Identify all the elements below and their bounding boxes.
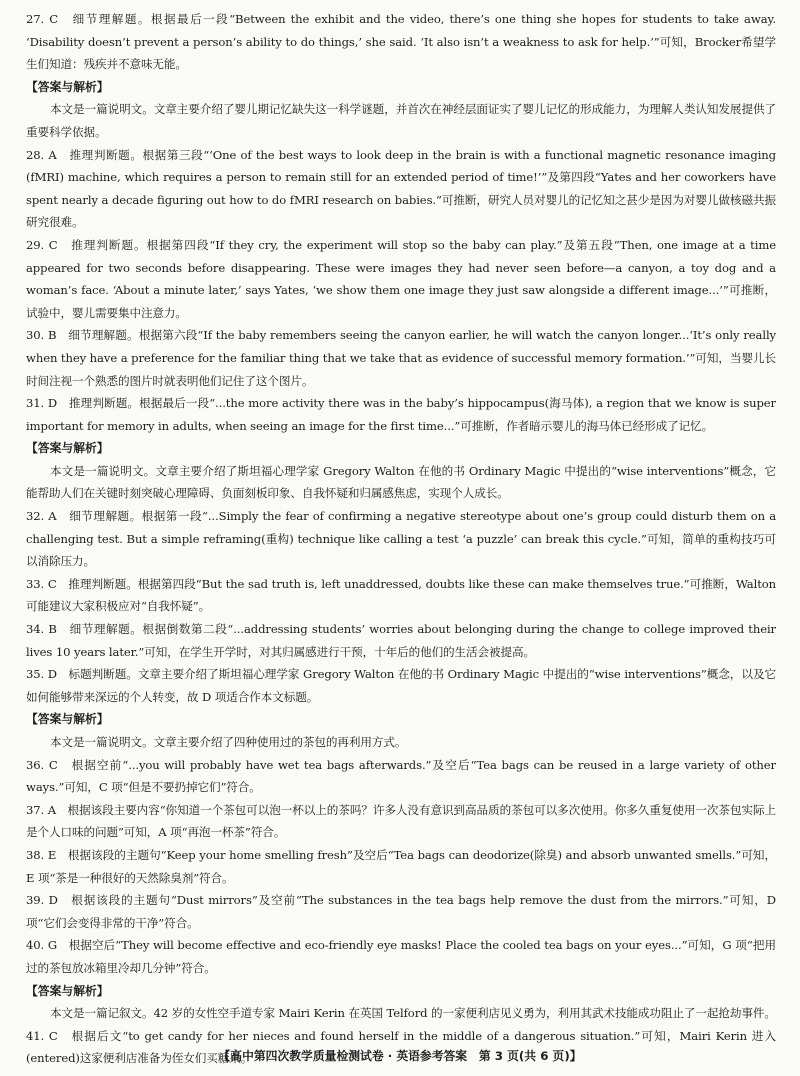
answer-32: 32. A 细节理解题。根据第一段“...Simply the fear of confirming a negative stereotype about one’s group could disturb them on a challenging test. But a simple reframing(重构) technique like calling a test ‘a puzzle’ can break this cycle.”可知，简单的重构技巧可以消除压力。 xyxy=(26,509,776,569)
answer-27: 27. C 细节理解题。根据最后一段“Between the exhibit and the video, there’s one thing she hopes for students to take away. ‘Disability doesn’t prevent a person’s ability to do things,’ she said. ‘It also isn’t a weakness to ask for help.’”可知，Brocker希望学生们知道：残疾并不意味无能。 xyxy=(26,12,776,72)
answer-37: 37. A 根据该段主要内容“你知道一个茶包可以泡一杯以上的茶吗？许多人没有意识到高品质的茶包可以多次使用。你多久重复使用一次茶包实际上是个人口味的问题”可知，A 项“再泡一杯茶”符合。 xyxy=(26,802,776,840)
answer-30: 30. B 细节理解题。根据第六段“If the baby remembers seeing the canyon earlier, he will watch the canyon longer...‘It’s only really when they have a preference for the familiar thing that we take that as evidence of successful memory formation.’”可知，当婴儿长时间注视一个熟悉的图片时就表明他们记住了这个图片。 xyxy=(26,328,776,388)
answer-33: 33. C 推理判断题。根据第四段“But the sad truth is, left unaddressed, doubts like these can make themselves true.”可推断，Walton 可能建议大家积极应对“自我怀疑”。 xyxy=(26,576,776,614)
passage-intro: 本文是一篇说明文。文章主要介绍了婴儿期记忆缺失这一科学谜题，并首次在神经层面证实了婴儿记忆的形成能力，为理解人类认知发展提供了重要科学依据。 xyxy=(26,102,776,139)
answer-38: 38. E 根据该段的主题句“Keep your home smelling fresh”及空后“Tea bags can deodorize(除臭) and absorb unwanted smells.”可知，E 项“茶是一种很好的天然除臭剂”符合。 xyxy=(26,847,776,885)
passage-intro: 本文是一篇记叙文。42 岁的女性空手道专家 Mairi Kerin 在英国 Telford 的一家便利店见义勇为，利用其武术技能成功阻止了一起抢劫事件。 xyxy=(50,1006,776,1021)
answer-36: 36. C 根据空前“...you will probably have wet tea bags afterwards.”及空后“Tea bags can be reused in a large variety of other ways.”可知，C 项“但是不要扔掉它们”符合。 xyxy=(26,757,776,795)
answer-35: 35. D 标题判断题。文章主要介绍了斯坦福心理学家 Gregory Walton 在他的书 Ordinary Magic 中提出的“wise interventions”概念，以及它如何能够带来深远的个人转变，故 D 项适合作本文标题。 xyxy=(26,667,776,704)
section-heading: 【答案与解析】 xyxy=(26,983,109,998)
answer-29: 29. C 推理判断题。根据第四段“If they cry, the experiment will stop so the baby can play.”及第五段“Then, one image at a time appeared for two seconds before disappearing. These were images they had never seen before—a canyon, a toy dog and a woman’s face. ‘About a minute later,’ says Yates, ‘we show them one image they just saw alongside a different image...’”可推断，试验中，婴儿需要集中注意力。 xyxy=(26,237,776,320)
passage-intro: 本文是一篇说明文。文章主要介绍了斯坦福心理学家 Gregory Walton 在他的书 Ordinary Magic 中提出的“wise interventions”概念，它能帮助人们在关键时刻突破心理障碍、负面刻板印象、自我怀疑和归属感焦虑，实现个人成长。 xyxy=(26,463,776,501)
section-heading: 【答案与解析】 xyxy=(26,441,109,456)
answer-31: 31. D 推理判断题。根据最后一段“...the more activity there was in the baby’s hippocampus(海马体), a region that we know is super important for memory in adults, when seeing an image for the first time...”可推断，作者暗示婴儿的海马体已经形成了记忆。 xyxy=(26,396,776,433)
answer-39: 39. D 根据该段的主题句“Dust mirrors”及空前“The substances in the tea bags help remove the dust from the mirrors.”可知，D 项“它们会变得非常的干净”符合。 xyxy=(26,893,776,930)
page-footer: 【高中第四次教学质量检测试卷 · 英语参考答案 第 3 页(共 6 页)】 xyxy=(218,1049,582,1063)
answer-34: 34. B 细节理解题。根据倒数第二段“...addressing students’ worries about belonging during the change to college improved their lives 10 years later.”可知，在学生开学时，对其归属感进行干预，十年后的他们的生活会被提高。 xyxy=(26,622,776,659)
answer-41: 41. C 根据后文“to get candy for her nieces and found herself in the middle of a dangerous situation.”可知，Mairi Kerin 进入(entered)这家便利店准备为侄女们买糖果。 xyxy=(26,1028,776,1066)
passage-intro: 本文是一篇说明文。文章主要介绍了四种使用过的茶包的再利用方式。 xyxy=(50,735,407,749)
section-heading: 【答案与解析】 xyxy=(26,79,109,94)
answer-28: 28. A 推理判断题。根据第三段“‘One of the best ways to look deep in the brain is with a functional magnetic resonance imaging (fMRI) machine, which requires a person to remain still for an extended period of time!’”及第四段“Yates and her coworkers have spent nearly a decade figuring out how to do fMRI research on babies.”可推断，研究人员对婴儿的记忆知之甚少是因为对婴儿做核磁共振研究很难。 xyxy=(26,147,776,230)
answer-40: 40. G 根据空后“They will become effective and eco-friendly eye masks! Place the cooled tea bags on your eyes...”可知，G 项“把用过的茶包放冰箱里冷却几分钟”符合。 xyxy=(26,938,776,975)
section-heading: 【答案与解析】 xyxy=(26,712,109,727)
